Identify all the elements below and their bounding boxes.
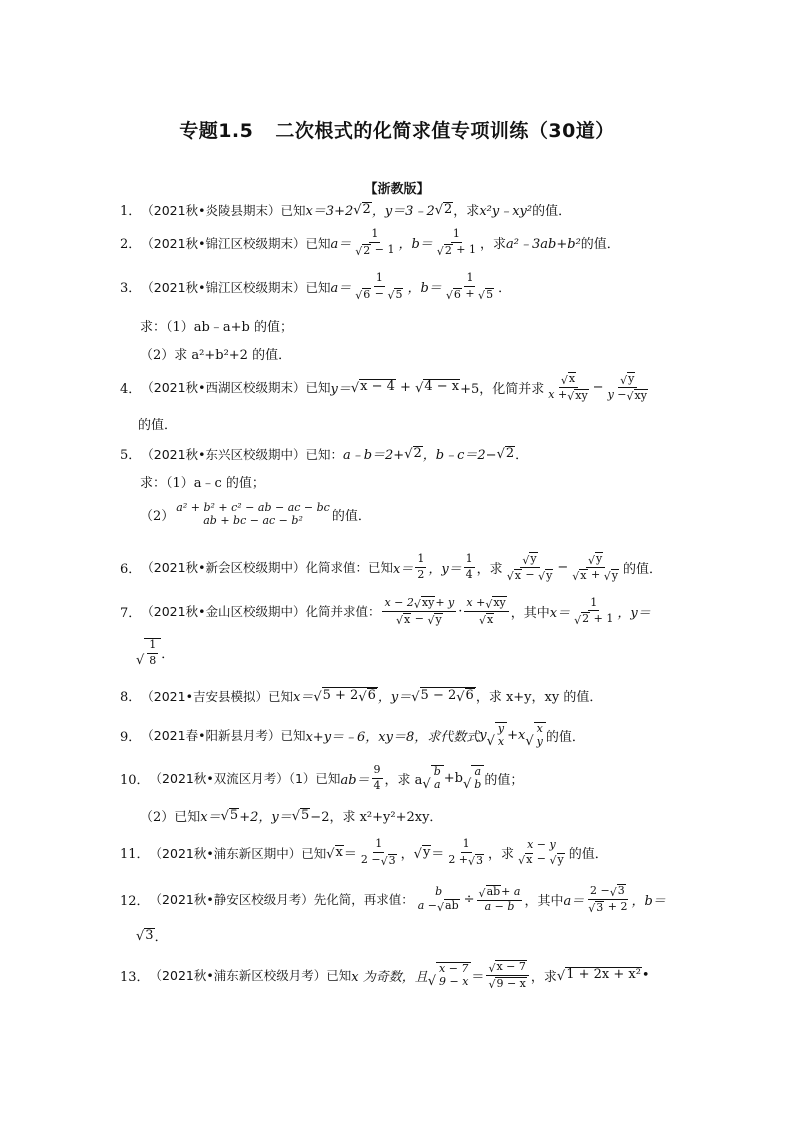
expr: x + <box>548 388 568 402</box>
sqrt: √ x − 4 <box>350 379 395 397</box>
text: 的值． <box>622 561 662 577</box>
problem-3-q2: （2）求 a²+b²+2 的值． <box>140 348 292 363</box>
problem-number: 2． <box>120 237 142 253</box>
problem-source: （2021秋•西湖区校级期末）已知 <box>141 380 331 396</box>
expr: ，b＝ <box>407 281 442 297</box>
problem-number: 4． <box>120 381 142 397</box>
denominator: 4 <box>373 778 381 792</box>
sqrt: √ 2 <box>434 201 453 219</box>
expr: ，y＝ <box>617 605 651 621</box>
denominator: 4 <box>465 567 473 581</box>
radicand: 2 <box>444 201 453 217</box>
expr: x＝3+2 <box>305 204 354 219</box>
sqrt: √ 4 − x <box>415 379 460 397</box>
text: ，其中 <box>524 893 564 909</box>
radicand: xy <box>493 596 506 609</box>
sqrt: √ 5 <box>291 807 310 825</box>
numerator: 1 <box>373 838 384 853</box>
text: 的值． <box>568 847 608 863</box>
sqrt: √ 5 + 2 √ 6 <box>313 687 376 705</box>
problem-7 <box>120 596 651 626</box>
text: · <box>458 603 463 619</box>
sqrt: √ 5 − 2 √ 6 <box>411 687 474 705</box>
expr: ，y＝ <box>377 690 412 705</box>
text: ＝ <box>471 969 485 985</box>
expr: x + <box>466 595 486 609</box>
expr: y − <box>607 388 627 402</box>
text: ， <box>400 847 414 863</box>
expr: 2 − <box>589 883 610 897</box>
radicand: 6 <box>367 688 376 704</box>
text: ，求 <box>488 847 515 863</box>
radicand: 6 <box>465 688 474 704</box>
radicand: y <box>546 568 553 582</box>
text: 的值． <box>532 204 572 219</box>
problem-4: 4． （2021秋•西湖区校级期末）已知 y＝ √ x − 4 + √ 4 − x +5，化简并求 √ x x + √ xy − √ y y − √ xy <box>120 372 652 402</box>
denominator: 2 <box>417 567 425 581</box>
sqrt: √ y x <box>487 722 508 748</box>
radicand: 5 <box>301 807 310 823</box>
problem-5 <box>120 444 528 463</box>
expr: a − <box>417 898 438 912</box>
problem-1 <box>120 200 571 219</box>
problem-source: （2021秋•锦江区校级期末）已知 <box>141 279 331 295</box>
fraction: 1 √ 2 + 1 <box>574 595 614 627</box>
radicand: y <box>422 844 431 860</box>
fraction <box>435 228 478 257</box>
radicand: 3 <box>145 927 154 943</box>
sqrt: √ 5 <box>220 807 239 825</box>
radicand: y <box>611 568 618 582</box>
numerator: x <box>536 722 543 735</box>
expr: ，b﹣c＝2− <box>422 448 497 463</box>
sqrt: √ b a <box>422 765 443 791</box>
text: − <box>557 559 569 575</box>
radicand: x <box>568 372 576 385</box>
numerator: 1 <box>147 639 158 654</box>
page-title <box>0 116 794 143</box>
denominator: √ 6 − √ 5 <box>355 287 403 303</box>
fraction: b a − √ ab <box>417 884 459 914</box>
expr: x+y＝﹣6，xy＝8，求代数式 <box>305 729 480 745</box>
problem-6 <box>120 552 662 582</box>
denominator: a − b <box>484 899 515 913</box>
radicand: x <box>404 612 411 626</box>
problem-2 <box>120 228 620 257</box>
problem-3-q1: 求：（1）ab﹣a+b 的值； <box>140 320 293 335</box>
sqrt: √ x − 7 9 − x <box>428 962 472 988</box>
denominator: a <box>433 777 441 791</box>
text: • <box>641 967 650 983</box>
problem-12 <box>120 884 666 914</box>
text: ，求 a <box>384 772 423 788</box>
text: ． <box>154 930 168 945</box>
radicand: 2 <box>582 612 590 626</box>
problem-4-cont: 的值． <box>138 418 178 433</box>
expr: ，b＝ <box>631 893 666 909</box>
edition-label: 【浙教版】 <box>364 182 430 197</box>
problem-number: 7． <box>120 605 142 621</box>
problem-11 <box>120 838 608 867</box>
sqrt: √ x <box>326 844 343 862</box>
problem-12-cont <box>136 926 168 945</box>
radicand: x <box>335 844 343 860</box>
expr: +x <box>507 727 526 743</box>
radicand: x <box>486 612 494 626</box>
radicand: y <box>596 552 603 565</box>
problem-number: 13． <box>120 969 150 985</box>
problem-number: 8． <box>120 690 142 705</box>
problem-5-q1: 求：（1）a﹣c 的值； <box>140 476 265 491</box>
expr: 2 + <box>448 853 469 867</box>
fraction: √ y y − √ xy <box>607 372 647 404</box>
problem-source: （2021秋•锦江区校级期末）已知 <box>141 235 331 251</box>
text: +b <box>443 770 463 786</box>
fraction <box>353 272 405 301</box>
fraction <box>176 502 330 527</box>
fraction <box>415 553 426 581</box>
numerator: b <box>435 884 443 898</box>
expr: x＝ <box>549 605 571 621</box>
problem-8 <box>120 686 602 705</box>
radicand: 2 <box>413 445 422 461</box>
text: 的值； <box>484 772 524 788</box>
expr: 2 − <box>360 853 381 867</box>
problem-source: （2021秋•浦东新区期中）已知 <box>149 845 327 861</box>
sqrt: √ y <box>413 844 431 862</box>
expr: y <box>479 727 487 743</box>
radicand: y <box>628 372 635 385</box>
fraction: √ x − 7 √ 9 − x <box>486 960 528 990</box>
text: ＝ <box>431 847 445 863</box>
problem-source: （2021秋•浦东新区校级月考）已知 <box>149 968 352 984</box>
numerator: 1 <box>374 272 385 287</box>
problem-source: （2021秋•静安区校级月考）先化简，再求值： <box>149 892 414 908</box>
title-prefix: 专题1.5 <box>179 120 254 142</box>
radicand: xy <box>634 388 647 402</box>
radicand: 1 + 2x + x² <box>566 967 641 983</box>
problem-number: 12． <box>120 893 150 909</box>
problem-number: 1． <box>120 204 142 219</box>
expr: x 为奇数，且 <box>351 969 428 985</box>
radicand: x <box>526 852 533 866</box>
fraction: x + √ xy √ x <box>464 596 508 626</box>
problem-number: 6． <box>120 561 142 577</box>
radicand: 4 − x <box>424 379 460 395</box>
denominator: ab + bc − ac − b² <box>203 513 303 527</box>
text: ，求 <box>453 204 480 219</box>
problem-number: 11． <box>120 847 150 863</box>
fraction: √ ab + a a − b <box>478 884 521 913</box>
numerator: a² + b² + c² − ab − ac − bc <box>176 501 330 514</box>
denominator: √ 2 + 1 <box>436 243 477 259</box>
radicand: 9 − x <box>496 976 526 990</box>
text: 的值． <box>331 509 371 525</box>
radicand: 5 + 2 <box>322 687 359 703</box>
sqrt: √ 2 <box>353 201 371 219</box>
numerator: 1 <box>588 597 599 612</box>
numerator: 1 <box>464 553 475 568</box>
radicand: xy <box>421 596 435 609</box>
text: ＝ <box>343 847 357 863</box>
denominator: x <box>497 734 505 748</box>
radicand: 5 <box>395 287 403 301</box>
radicand: x − 4 <box>360 379 395 395</box>
fraction: 1 2 − √ 3 <box>360 837 396 869</box>
expr: x²y﹣xy² <box>479 204 533 219</box>
fraction: √ x x + √ xy <box>548 372 588 404</box>
fraction <box>474 766 481 791</box>
fraction: √ y √ x − √ y <box>506 552 553 584</box>
numerator: 1 <box>451 228 462 243</box>
denominator: 9 − x <box>439 974 469 988</box>
radicand: 3 <box>617 884 625 897</box>
radicand: y <box>530 552 537 565</box>
sqrt: √ x y <box>525 722 546 748</box>
problem-source: （2021秋•炎陵县期末）已知 <box>141 202 306 218</box>
text: （2）已知 <box>140 810 201 825</box>
sqrt: √ 3 <box>136 927 154 945</box>
fraction <box>464 553 475 581</box>
radicand: 2 <box>444 243 452 257</box>
problem-13 <box>120 960 650 990</box>
fraction: x − 2 √ xy + y √ x − √ y <box>384 595 455 628</box>
radicand: x <box>580 568 587 582</box>
problem-9 <box>120 722 585 748</box>
radicand: 5 − 2 <box>420 687 457 703</box>
fraction <box>147 639 158 667</box>
text: ，求 <box>530 969 557 985</box>
numerator: 1 <box>461 838 472 853</box>
fraction <box>444 272 496 301</box>
expr: ab＝ <box>340 772 370 788</box>
expr: x＝ <box>292 690 314 705</box>
radicand: ab <box>445 899 459 913</box>
expr: x − 2 <box>384 595 414 609</box>
sqrt: √ 1 + 2x + x² <box>556 967 641 985</box>
radicand: ab <box>486 885 501 898</box>
text: ，求 <box>480 237 507 253</box>
problem-10-q2 <box>140 806 442 825</box>
expr: x＝ <box>200 810 221 825</box>
problem-source: （2021秋•双流区月考）（1）已知 <box>149 771 341 787</box>
fraction: x − y √ x − √ y <box>518 838 564 868</box>
expr: +2，y＝ <box>239 810 292 825</box>
numerator: b <box>433 765 441 778</box>
numerator: 1 <box>369 228 380 243</box>
fraction <box>498 723 504 748</box>
denominator: y <box>536 734 543 748</box>
title-main: 二次根式的化简求值专项训练（30道） <box>275 120 615 142</box>
expr: a＝ <box>330 237 352 253</box>
denominator: √ 6 + √ 5 <box>445 287 494 303</box>
fraction <box>353 228 396 257</box>
numerator: 1 <box>464 272 475 287</box>
fraction: 1 2 + √ 3 <box>448 837 484 869</box>
radicand: 6 <box>363 287 371 301</box>
radicand: 5 <box>229 807 239 823</box>
numerator: 9 <box>372 764 383 779</box>
text: ． <box>498 281 512 297</box>
radicand: 3 <box>596 900 604 914</box>
radicand: y <box>557 852 564 866</box>
sqrt: √ $\frac{1}{8}$ <box>136 638 161 667</box>
text: ，其中 <box>510 605 550 621</box>
expr: a＝ <box>330 281 352 297</box>
text: ． <box>161 647 175 663</box>
problem-7-cont <box>136 638 174 667</box>
numerator: y <box>497 722 505 735</box>
expr: a＝ <box>563 893 585 909</box>
problem-source: （2021秋•金山区校级期中）化简并求值： <box>141 604 381 620</box>
radicand: 5 <box>486 287 494 301</box>
numerator: x − 7 <box>439 962 469 975</box>
sqrt: √ a b <box>463 765 484 791</box>
denominator: b <box>474 777 482 791</box>
problem-3 <box>120 272 511 301</box>
problem-source: （2021春•阳新县月考）已知 <box>141 728 306 744</box>
text: ． <box>515 448 529 463</box>
problem-10 <box>120 764 523 792</box>
radicand: 3 <box>388 853 396 867</box>
problem-number: 9． <box>120 729 142 745</box>
numerator: x − y <box>527 838 556 851</box>
text: +5，化简并求 <box>460 381 545 397</box>
expr: a²﹣3ab+b² <box>506 237 581 253</box>
problem-number: 3． <box>120 281 142 297</box>
expr: ，y＝3﹣2 <box>371 204 435 219</box>
problem-source: （2021•吉安县模拟）已知 <box>141 688 293 704</box>
text: − <box>592 379 604 395</box>
expr: + y <box>435 595 455 609</box>
denominator: 8 <box>149 653 157 667</box>
expr: ，b＝ <box>398 237 433 253</box>
radicand: 2 <box>362 201 371 217</box>
text: ，求 x+y，xy 的值． <box>475 690 603 705</box>
sqrt: √ 2 <box>404 445 422 463</box>
text: ÷ <box>463 891 475 907</box>
fraction: 2 − √ 3 √ 3 + 2 <box>588 883 628 916</box>
radicand: 2 <box>363 243 371 257</box>
numerator: a <box>474 765 482 778</box>
expr: + a <box>501 884 521 898</box>
fraction <box>439 963 468 988</box>
radicand: x − 7 <box>496 960 526 973</box>
expr: y＝ <box>330 381 351 397</box>
radicand: 3 <box>476 853 484 867</box>
problem-source: （2021秋•东兴区校级期中）已知： <box>141 446 343 462</box>
radicand: y <box>435 612 442 626</box>
fraction: √ y √ x + √ y <box>572 552 618 584</box>
problem-number: 10． <box>120 772 150 788</box>
text: 的值． <box>580 237 620 253</box>
text: （2） <box>140 509 175 525</box>
text: ，求 <box>476 561 503 577</box>
problem-source: （2021秋•新会区校级期中）化简求值：已知 <box>141 560 393 576</box>
expr: a﹣b＝2+ <box>342 448 405 463</box>
radicand: 2 <box>505 445 515 461</box>
problem-number: 5． <box>120 448 142 463</box>
expr: ，y＝ <box>428 561 462 577</box>
denominator: √ 2 − 1 <box>355 243 395 259</box>
radicand: xy <box>575 388 588 402</box>
text: −2，求 x²+y²+2xy． <box>310 810 443 825</box>
sqrt: √ 2 <box>496 445 515 463</box>
text: 的值． <box>545 729 585 745</box>
radicand: 6 <box>453 287 461 301</box>
problem-5-q2 <box>140 502 371 527</box>
numerator: 1 <box>415 553 426 568</box>
radicand: x <box>514 568 521 582</box>
fraction <box>434 766 441 791</box>
expr: x＝ <box>392 561 414 577</box>
fraction <box>537 723 543 748</box>
fraction <box>372 764 383 792</box>
